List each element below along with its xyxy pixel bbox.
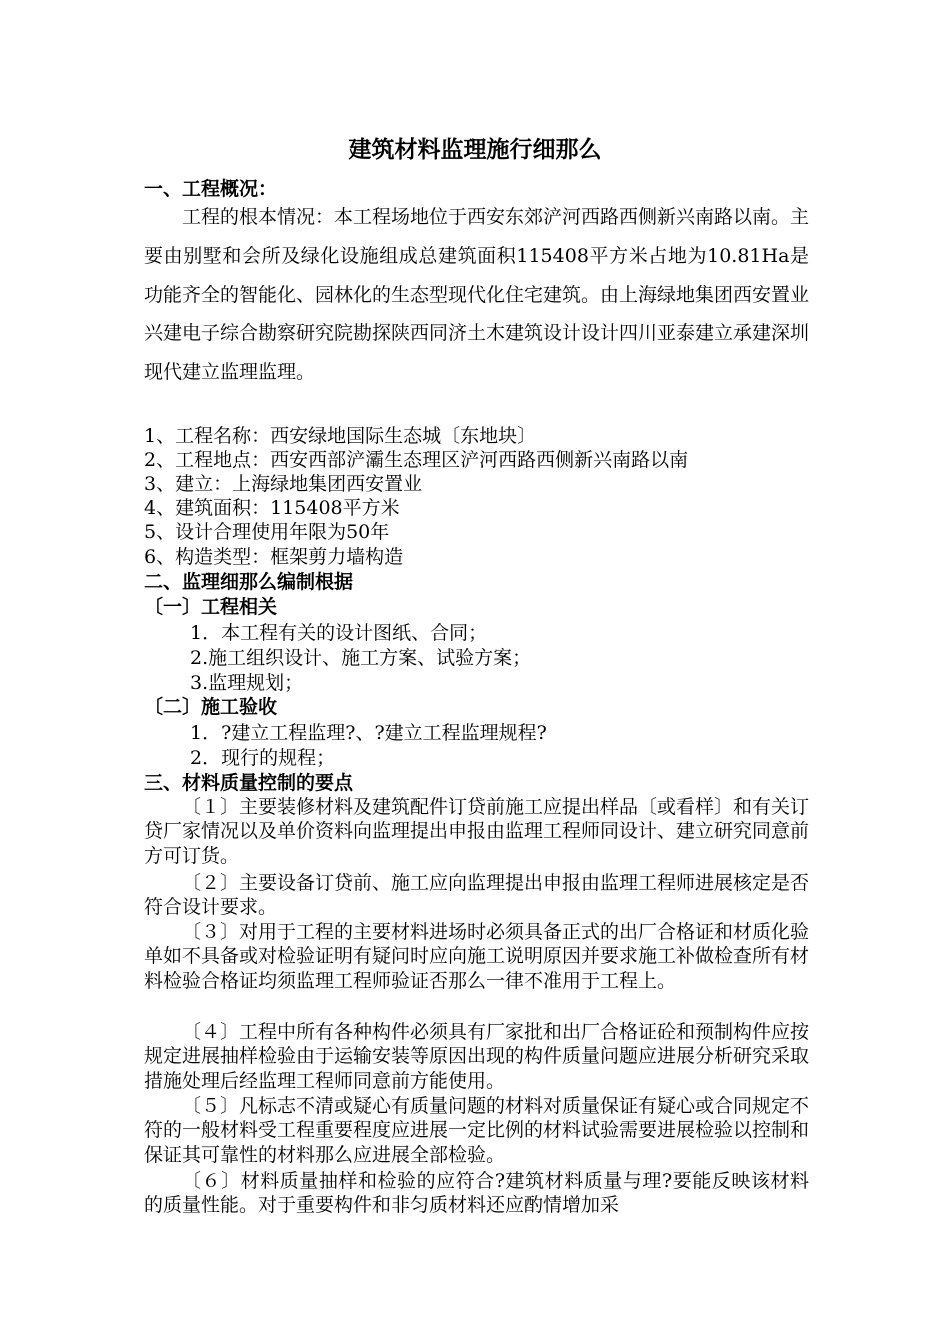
document-title: 建筑材料监理施行细那么 [348,136,602,163]
quality-point-5: 〔５〕凡标志不清或疑心有质量问题的材料对质量保证有疑心或合同规定不符的一般材料受工程重要程度应进展一定比例的材料试验需要进展检验以控制和保证其可靠性的材料那么应进展全部检验。 [144,1095,810,1166]
acceptance-item-regulations: 1．?建立工程监理?、?建立工程监理规程? [190,722,547,744]
quality-point-4: 〔４〕工程中所有各种构件必须具有厂家批和出厂合格证砼和预制构件应按规定进展抽样检验由于运输安装等原因出现的构件质量问题应进展分析研究采取措施处理后经监理工程师同意前方能使用。 [144,1021,810,1092]
quality-point-1: 〔１〕主要装修材料及建筑配件订贷前施工应提出样品〔或看样〕和有关订贷厂家情况以及单价资料向监理提出申报由监理工程师同设计、建立研究同意前方可订货。 [144,796,810,867]
subsection-heading-project: 〔一〕工程相关 [144,596,278,618]
fact-project-location: 2、工程地点：西安西部浐灞生态理区浐河西路西侧新兴南路以南 [144,449,689,471]
section-heading-quality-control: 三、材料质量控制的要点 [144,772,354,794]
acceptance-item-current-rules: 2．现行的规程； [190,747,336,769]
fact-structure-type: 6、构造类型：框架剪力墙构造 [144,546,404,568]
basis-item-drawings: 1．本工程有关的设计图纸、合同； [190,622,488,644]
section-heading-overview: 一、工程概况： [144,178,278,200]
fact-building-area: 4、建筑面积：115408平方米 [144,497,400,519]
basis-item-planning: 3.监理规划； [190,672,304,694]
basis-item-plans: 2.施工组织设计、施工方案、试验方案； [190,647,532,669]
quality-point-6: 〔６〕材料质量抽样和检验的应符合?建筑材料质量与理?要能反映该材料的质量性能。对于重要构件和非匀质材料还应酌情增加采 [144,1170,809,1217]
quality-point-2: 〔２〕主要设备订贷前、施工应向监理提出申报由监理工程师进展核定是否符合设计要求。 [144,872,810,919]
fact-design-life: 5、设计合理使用年限为50年 [144,521,390,543]
section-heading-basis: 二、监理细那么编制根据 [144,571,354,593]
fact-client: 3、建立：上海绿地集团西安置业 [144,473,423,495]
fact-project-name: 1、工程名称：西安绿地国际生态城〔东地块〕 [144,425,537,447]
quality-point-3: 〔３〕对用于工程的主要材料进场时必须具备正式的出厂合格证和材质化验单如不具备或对检验证明有疑问时应向施工说明原因并要求施工补做检查所有材料检验合格证均须监理工程师验证否那么一律不准用于工程上。 [144,921,810,992]
subsection-heading-acceptance: 〔二〕施工验收 [144,696,278,718]
project-intro-paragraph: 工程的根本情况：本工程场地位于西安东郊浐河西路西侧新兴南路以南。主要由别墅和会所及绿化设施组成总建筑面积115408平方米占地为10.81Ha是功能齐全的智能化、园林化的生态型现代化住宅建筑。由上海绿地集团西安置业兴建电子综合勘察研究院勘探陕西同济土木建筑设计设计四川亚泰建立承建深圳现代建立监理监理。 [144,206,810,384]
